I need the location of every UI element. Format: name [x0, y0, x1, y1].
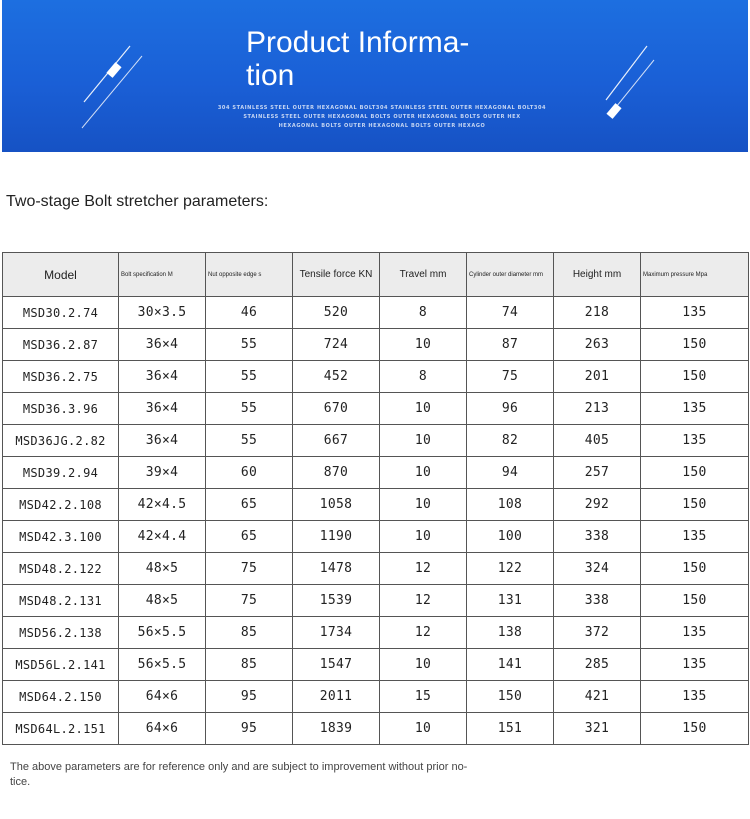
banner-title-line-1: Product Informa-: [246, 26, 470, 59]
cell-max-pressure: 135: [641, 521, 749, 553]
banner-subtitle-line-2: STAINLESS STEEL OUTER HEXAGONAL BOLTS OUTER HEXAGONAL BOLTS OUTER HEX: [243, 114, 521, 120]
cell-nut-edge: 65: [206, 521, 293, 553]
cell-height: 338: [554, 521, 641, 553]
table-row: [3, 457, 749, 489]
cell-tensile-force: 670: [293, 393, 380, 425]
cell-cylinder-diameter: 150: [467, 681, 554, 713]
cell-bolt-spec: 36×4: [119, 361, 206, 393]
table-row: [3, 361, 749, 393]
cell-cylinder-diameter: 138: [467, 617, 554, 649]
cell-travel: 10: [380, 649, 467, 681]
table-header-row: [3, 253, 749, 297]
parameters-table: [2, 252, 749, 745]
cell-height: 285: [554, 649, 641, 681]
cell-cylinder-diameter: 100: [467, 521, 554, 553]
cell-height: 405: [554, 425, 641, 457]
cell-nut-edge: 95: [206, 681, 293, 713]
cell-max-pressure: 150: [641, 361, 749, 393]
table-row: [3, 617, 749, 649]
header-tensile-force: Tensile force KN: [293, 253, 380, 297]
cell-model: MSD36JG.2.82: [3, 425, 119, 457]
banner-subtitle-line-3: HEXAGONAL BOLTS OUTER HEXAGONAL BOLTS OUTER HEXAGO: [278, 123, 486, 129]
cell-travel: 10: [380, 425, 467, 457]
cell-travel: 12: [380, 553, 467, 585]
cell-travel: 12: [380, 617, 467, 649]
cell-travel: 10: [380, 521, 467, 553]
cell-cylinder-diameter: 141: [467, 649, 554, 681]
cell-nut-edge: 55: [206, 361, 293, 393]
cell-nut-edge: 75: [206, 585, 293, 617]
cell-tensile-force: 452: [293, 361, 380, 393]
table-row: [3, 553, 749, 585]
cell-nut-edge: 60: [206, 457, 293, 489]
cell-height: 324: [554, 553, 641, 585]
cell-travel: 8: [380, 297, 467, 329]
cell-bolt-spec: 64×6: [119, 681, 206, 713]
cell-tensile-force: 1539: [293, 585, 380, 617]
cell-tensile-force: 2011: [293, 681, 380, 713]
cell-height: 263: [554, 329, 641, 361]
cell-cylinder-diameter: 74: [467, 297, 554, 329]
cell-tensile-force: 1190: [293, 521, 380, 553]
cell-model: MSD30.2.74: [3, 297, 119, 329]
cell-cylinder-diameter: 131: [467, 585, 554, 617]
cell-max-pressure: 135: [641, 681, 749, 713]
cell-height: 338: [554, 585, 641, 617]
cell-tensile-force: 1478: [293, 553, 380, 585]
cell-travel: 10: [380, 329, 467, 361]
disclaimer-note: [10, 760, 530, 790]
cell-nut-edge: 55: [206, 425, 293, 457]
note-line-2: tice.: [10, 776, 31, 788]
cell-travel: 8: [380, 361, 467, 393]
cell-tensile-force: 1058: [293, 489, 380, 521]
banner-title-line-2: tion: [246, 59, 295, 92]
cell-bolt-spec: 48×5: [119, 585, 206, 617]
cell-model: MSD48.2.122: [3, 553, 119, 585]
cell-nut-edge: 95: [206, 713, 293, 745]
header-height: Height mm: [554, 253, 641, 297]
cell-model: MSD64L.2.151: [3, 713, 119, 745]
table-row: [3, 713, 749, 745]
cell-bolt-spec: 56×5.5: [119, 649, 206, 681]
table-row: [3, 681, 749, 713]
cell-max-pressure: 135: [641, 393, 749, 425]
cell-tensile-force: 724: [293, 329, 380, 361]
cell-model: MSD42.3.100: [3, 521, 119, 553]
cell-max-pressure: 150: [641, 713, 749, 745]
cell-bolt-spec: 36×4: [119, 393, 206, 425]
cell-nut-edge: 65: [206, 489, 293, 521]
banner-title: [246, 26, 526, 92]
cell-bolt-spec: 30×3.5: [119, 297, 206, 329]
banner-subtitle-line-1: 304 STAINLESS STEEL OUTER HEXAGONAL BOLT304 STAINLESS STEEL OUTER HEXAGONAL BOLT304: [217, 105, 547, 111]
cell-max-pressure: 135: [641, 425, 749, 457]
cell-travel: 10: [380, 489, 467, 521]
cell-model: MSD39.2.94: [3, 457, 119, 489]
table-row: [3, 297, 749, 329]
cell-max-pressure: 150: [641, 457, 749, 489]
banner: [2, 0, 748, 152]
cell-cylinder-diameter: 87: [467, 329, 554, 361]
cell-nut-edge: 55: [206, 393, 293, 425]
table-row: [3, 585, 749, 617]
cell-max-pressure: 150: [641, 585, 749, 617]
cell-nut-edge: 85: [206, 649, 293, 681]
cell-cylinder-diameter: 96: [467, 393, 554, 425]
table-row: [3, 425, 749, 457]
banner-subtitle: [202, 104, 562, 131]
cell-bolt-spec: 39×4: [119, 457, 206, 489]
cell-height: 321: [554, 713, 641, 745]
cell-height: 257: [554, 457, 641, 489]
cell-nut-edge: 46: [206, 297, 293, 329]
cell-cylinder-diameter: 122: [467, 553, 554, 585]
cell-cylinder-diameter: 151: [467, 713, 554, 745]
header-bolt-spec: Bolt specification M: [119, 253, 206, 297]
table-row: [3, 521, 749, 553]
cell-model: MSD42.2.108: [3, 489, 119, 521]
cell-tensile-force: 1839: [293, 713, 380, 745]
table-row: [3, 649, 749, 681]
cell-nut-edge: 55: [206, 329, 293, 361]
cell-height: 213: [554, 393, 641, 425]
cell-max-pressure: 135: [641, 297, 749, 329]
table-row: [3, 393, 749, 425]
cell-tensile-force: 1547: [293, 649, 380, 681]
cell-height: 218: [554, 297, 641, 329]
cell-bolt-spec: 42×4.5: [119, 489, 206, 521]
header-max-pressure: Maximum pressure Mpa: [641, 253, 749, 297]
note-line-1: The above parameters are for reference only and are subject to improvement without prior no-: [10, 761, 468, 773]
cell-max-pressure: 150: [641, 329, 749, 361]
cell-tensile-force: 1734: [293, 617, 380, 649]
header-nut-edge: Nut opposite edge s: [206, 253, 293, 297]
cell-cylinder-diameter: 94: [467, 457, 554, 489]
cell-cylinder-diameter: 75: [467, 361, 554, 393]
cell-height: 292: [554, 489, 641, 521]
cell-model: MSD36.2.75: [3, 361, 119, 393]
cell-travel: 12: [380, 585, 467, 617]
cell-model: MSD64.2.150: [3, 681, 119, 713]
cell-bolt-spec: 64×6: [119, 713, 206, 745]
cell-tensile-force: 870: [293, 457, 380, 489]
cell-height: 421: [554, 681, 641, 713]
cell-max-pressure: 135: [641, 649, 749, 681]
cell-height: 201: [554, 361, 641, 393]
cell-bolt-spec: 36×4: [119, 329, 206, 361]
table-row: [3, 329, 749, 361]
cell-travel: 10: [380, 393, 467, 425]
cell-model: MSD56.2.138: [3, 617, 119, 649]
header-cylinder-diameter: Cylinder outer diameter mm: [467, 253, 554, 297]
cell-nut-edge: 75: [206, 553, 293, 585]
cell-tensile-force: 667: [293, 425, 380, 457]
cell-bolt-spec: 56×5.5: [119, 617, 206, 649]
cell-bolt-spec: 48×5: [119, 553, 206, 585]
cell-max-pressure: 150: [641, 489, 749, 521]
cell-travel: 10: [380, 457, 467, 489]
cell-travel: 15: [380, 681, 467, 713]
cell-tensile-force: 520: [293, 297, 380, 329]
cell-cylinder-diameter: 108: [467, 489, 554, 521]
cell-nut-edge: 85: [206, 617, 293, 649]
section-title: Two-stage Bolt stretcher parameters:: [6, 193, 269, 210]
cell-cylinder-diameter: 82: [467, 425, 554, 457]
cell-max-pressure: 150: [641, 553, 749, 585]
cell-max-pressure: 135: [641, 617, 749, 649]
header-model: Model: [3, 253, 119, 297]
cell-model: MSD56L.2.141: [3, 649, 119, 681]
cell-height: 372: [554, 617, 641, 649]
table-row: [3, 489, 749, 521]
cell-travel: 10: [380, 713, 467, 745]
cell-bolt-spec: 36×4: [119, 425, 206, 457]
cell-model: MSD36.3.96: [3, 393, 119, 425]
cell-bolt-spec: 42×4.4: [119, 521, 206, 553]
header-travel: Travel mm: [380, 253, 467, 297]
cell-model: MSD36.2.87: [3, 329, 119, 361]
cell-model: MSD48.2.131: [3, 585, 119, 617]
table-body: [3, 297, 749, 745]
